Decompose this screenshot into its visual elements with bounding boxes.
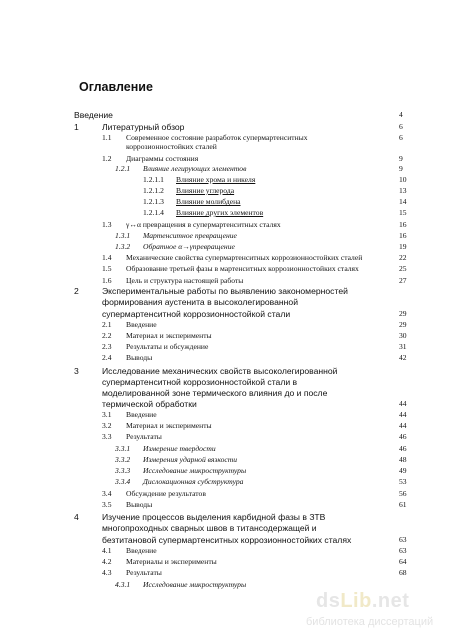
- toc-entry-number: 3.5: [102, 500, 112, 509]
- toc-entry-page: 56: [399, 489, 407, 498]
- toc-entry-number: 3.3.1: [115, 444, 131, 453]
- toc-entry-page: 15: [399, 208, 407, 217]
- toc-entry-page: 61: [399, 500, 407, 509]
- toc-entry-page: 42: [399, 353, 407, 362]
- toc-entry-title: Введение: [74, 110, 113, 120]
- toc-entry-number: 3.3.4: [115, 477, 131, 486]
- toc-entry-title: супермартенситной коррозионностойкой стали в: [102, 377, 298, 387]
- toc-entry-title: Результаты и обсуждение: [126, 342, 209, 351]
- toc-entry-title: Механические свойства супермартенситных коррозионностойких сталей: [126, 253, 363, 262]
- toc-entry-page: 14: [399, 197, 407, 206]
- toc-entry-title: формирования аустенита в высоколегированной: [102, 297, 299, 307]
- toc-entry-number: 1.1: [102, 133, 112, 142]
- toc-entry-title: многопроходных сварных швов в титансодержащей и: [102, 523, 317, 533]
- toc-entry-number: 2.4: [102, 353, 112, 362]
- toc-entry-title: Обратное α→γпревращение: [143, 242, 235, 251]
- toc-entry-title: Исследование микроструктуры: [143, 466, 247, 475]
- toc-entry-number: 1.2: [102, 154, 112, 163]
- toc-entry-title: Материалы и эксперименты: [126, 557, 217, 566]
- toc-entry-number: 1.5: [102, 264, 112, 273]
- toc-entry-page: 46: [399, 444, 407, 453]
- toc-entry-page: 4: [399, 110, 403, 119]
- toc-entry-title: Влияние хрома и никеля: [176, 175, 256, 184]
- toc-entry-title: Литературный обзор: [102, 122, 185, 132]
- toc-entry-page: 25: [399, 264, 407, 273]
- toc-entry-number: 1.3.1: [115, 231, 131, 240]
- toc-entry-number: 1.2.1: [115, 164, 131, 173]
- toc-entry-title: γ↔α превращения в супермартенситных сталях: [126, 220, 281, 229]
- toc-entry-title: Образование третьей фазы в мартенситных коррозионностойких сталях: [126, 264, 359, 273]
- toc-entry-number: 1: [74, 122, 79, 132]
- toc-entry-number: 1.2.1.1: [143, 175, 164, 184]
- toc-entry-title: Измерение твердости: [143, 444, 216, 453]
- toc-entry-page: 68: [399, 568, 407, 577]
- toc-entry-title: Введение: [126, 320, 157, 329]
- watermark-logo: dsLib.net: [316, 590, 410, 612]
- toc-entry-number: 2.2: [102, 331, 112, 340]
- toc-entry-title: Современное состояние разработок супермартенситных: [126, 133, 308, 142]
- toc-entry-page: 9: [399, 154, 403, 163]
- toc-entry-title: Влияние молибдена: [176, 197, 241, 206]
- toc-entry-number: 1.4: [102, 253, 112, 262]
- toc-entry-number: 1.3.2: [115, 242, 131, 251]
- toc-entry-title: коррозионностойких сталей: [126, 142, 217, 151]
- toc-entry-page: 30: [399, 331, 407, 340]
- toc-entry-page: 29: [399, 320, 407, 329]
- toc-entry-title: Результаты: [126, 568, 162, 577]
- toc-entry-title: безтитановой супермартенситных коррозионностойких сталях: [102, 535, 352, 545]
- toc-entry-page: 27: [399, 276, 407, 285]
- toc-entry-page: 9: [399, 164, 403, 173]
- toc-entry-title: Измерения ударной вязкости: [143, 455, 238, 464]
- toc-entry-number: 3.3.3: [115, 466, 131, 475]
- toc-entry-title: Влияние углерода: [176, 186, 235, 195]
- toc-entry-number: 1.6: [102, 276, 112, 285]
- toc-entry-page: 44: [399, 410, 407, 419]
- toc-entry-title: Обсуждение результатов: [126, 489, 206, 498]
- toc-entry-title: Дислокационная субструктура: [143, 477, 244, 486]
- toc-entry-title: Изучение процессов выделения карбидной фазы в ЗТВ: [102, 512, 326, 522]
- toc-entry-title: термической обработки: [102, 399, 197, 409]
- toc-entry-page: 22: [399, 253, 407, 262]
- watermark-subtitle: библиотека диссертаций: [306, 616, 434, 628]
- toc-entry-number: 4.1: [102, 546, 112, 555]
- toc-entry-number: 1.2.1.2: [143, 186, 164, 195]
- toc-entry-number: 3.2: [102, 421, 112, 430]
- toc-entry-title: Введение: [126, 410, 157, 419]
- toc-entry-page: 49: [399, 466, 407, 475]
- toc-entry-number: 4.3: [102, 568, 112, 577]
- toc-entry-page: 6: [399, 133, 403, 142]
- toc-entry-page: 44: [399, 421, 407, 430]
- toc-entry-title: Выводы: [126, 353, 153, 362]
- toc-entry-number: 3.3.2: [115, 455, 131, 464]
- toc-entry-number: 2.1: [102, 320, 112, 329]
- toc-entry-title: Исследование микроструктуры: [143, 580, 247, 589]
- toc-entry-number: 3.3: [102, 432, 112, 441]
- toc-entry-page: 64: [399, 557, 407, 566]
- toc-entry-title: моделированной зоне термического влияния до и после: [102, 388, 328, 398]
- toc-entry-number: 1.2.1.3: [143, 197, 164, 206]
- toc-entry-page: 31: [399, 342, 407, 351]
- toc-entry-page: 53: [399, 477, 407, 486]
- toc-entry-number: 4.3.1: [115, 580, 131, 589]
- toc-entry-title: Выводы: [126, 500, 153, 509]
- toc-entry-number: 2.3: [102, 342, 112, 351]
- toc-entry-title: Материал и эксперименты: [126, 421, 212, 430]
- toc-entry-title: Влияние легирующих элементов: [143, 164, 247, 173]
- toc-entry-title: Влияние других элементов: [176, 208, 264, 217]
- toc-entry-title: супермартенситной коррозионностойкой стали: [102, 309, 291, 319]
- toc-entry-number: 4: [74, 512, 79, 522]
- watermark: [304, 590, 450, 636]
- toc-entry-page: 10: [399, 175, 407, 184]
- toc-entry-page: 13: [399, 186, 407, 195]
- toc-entry-page: 46: [399, 432, 407, 441]
- toc-entry-title: Цель и структура настоящей работы: [126, 276, 244, 285]
- toc-entry-number: 1.2.1.4: [143, 208, 164, 217]
- toc-entry-number: 3.1: [102, 410, 112, 419]
- toc-entry-page: 63: [399, 546, 407, 555]
- toc-entry-title: Диаграммы состояния: [126, 154, 199, 163]
- toc-entry-title: Исследование механических свойств высоколегированной: [102, 366, 338, 376]
- toc-entry-number: 1.3: [102, 220, 112, 229]
- page-title: Оглавление: [79, 80, 153, 94]
- toc-entry-page: 44: [399, 399, 407, 408]
- toc-entry-number: 3.4: [102, 489, 112, 498]
- toc-entry-title: Материал и эксперименты: [126, 331, 212, 340]
- toc-entry-title: Введение: [126, 546, 157, 555]
- toc-entry-number: 4.2: [102, 557, 112, 566]
- toc-entry-title: Мартенсиmное превращение: [143, 231, 237, 240]
- toc-entry-page: 16: [399, 220, 407, 229]
- toc-entry-title: Результаты: [126, 432, 162, 441]
- toc-entry-title: Экспериментальные работы по выявлению закономерностей: [102, 286, 348, 296]
- toc-entry-page: 48: [399, 455, 407, 464]
- toc-entry-page: 29: [399, 309, 407, 318]
- toc-entry-page: 16: [399, 231, 407, 240]
- toc-entry-page: 6: [399, 122, 403, 131]
- toc-entry-page: 19: [399, 242, 407, 251]
- toc-entry-number: 3: [74, 366, 79, 376]
- toc-entry-page: 63: [399, 535, 407, 544]
- toc-entry-number: 2: [74, 286, 79, 296]
